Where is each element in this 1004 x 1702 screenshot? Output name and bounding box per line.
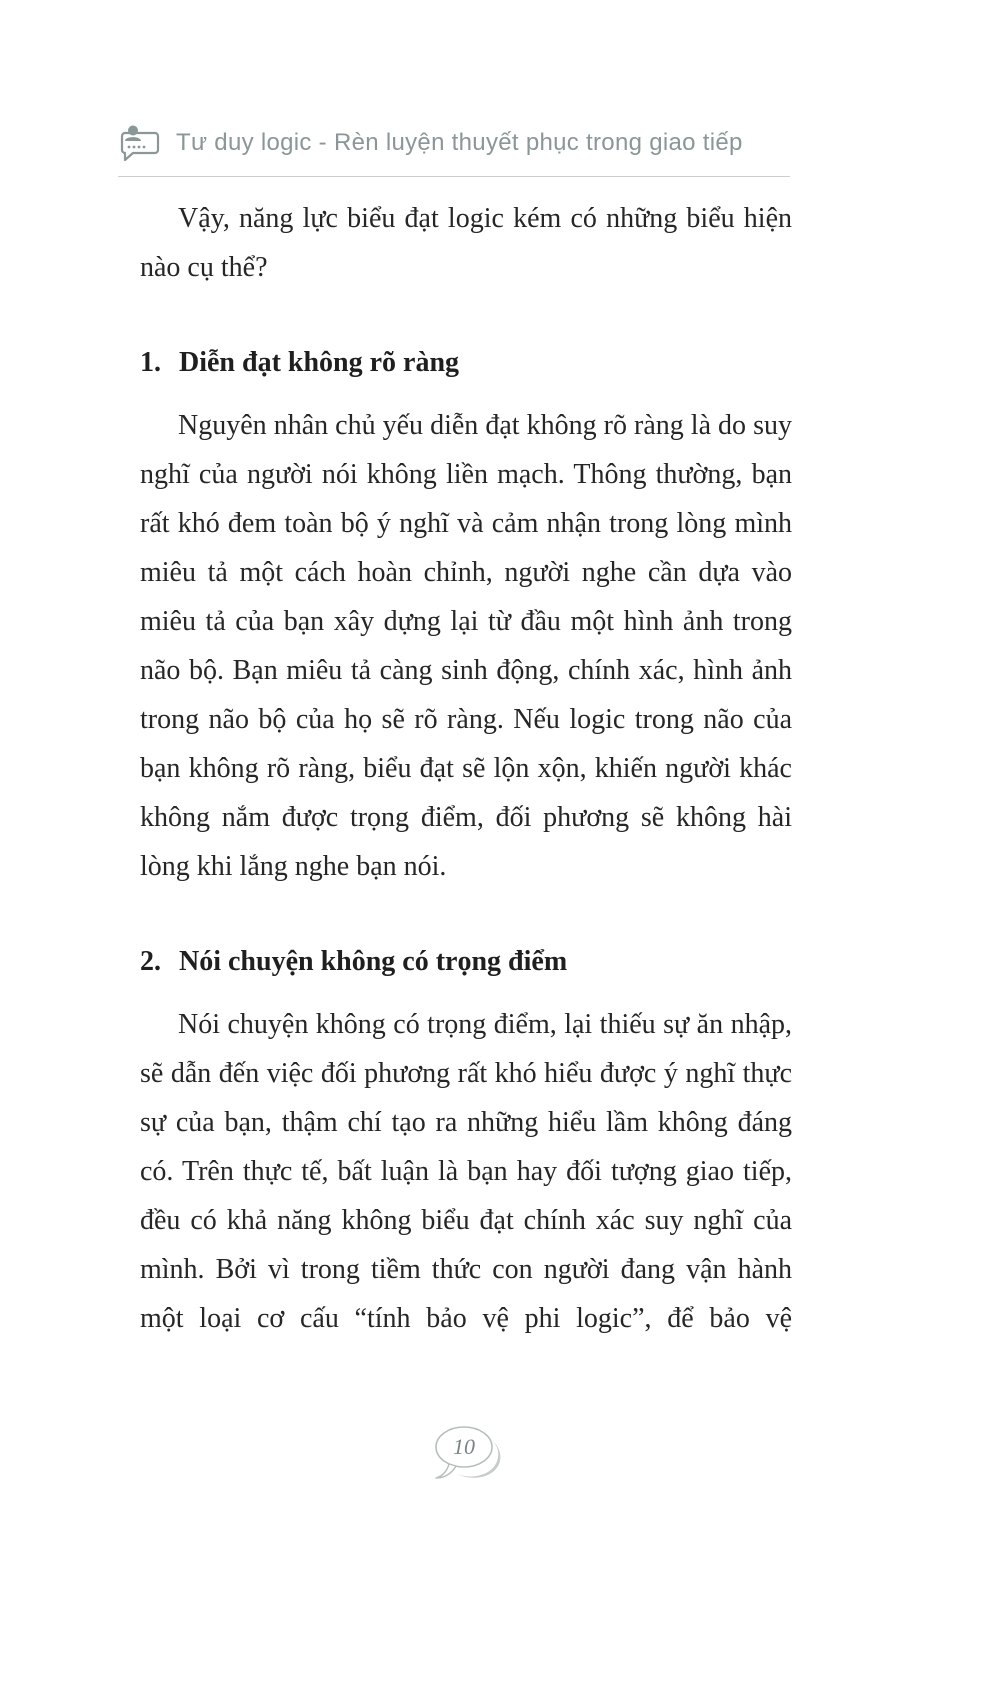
page-number: 10 — [453, 1434, 475, 1459]
running-header — [118, 122, 790, 177]
section-title: Nói chuyện không có trọng điểm — [179, 946, 568, 977]
section-heading-2 — [140, 937, 792, 986]
section-number: 1. — [140, 347, 161, 378]
section-title: Diễn đạt không rõ ràng — [179, 347, 460, 378]
page-footer — [428, 1422, 512, 1484]
section-paragraph-2: Nói chuyện không có trọng điểm, lại thiếu sự ăn nhập, sẽ dẫn đến việc đối phương rất khó hiểu được ý nghĩ thực sự của bạn, thậm chí tạo ra những hiểu lầm không đáng có. Trên thực tế, bất luận là bạn hay đối tượng giao tiếp, đều có khả năng không biểu đạt chính xác suy nghĩ của mình. Bởi vì trong tiềm thức con người đang vận hành một loại cơ cấu “tính bảo vệ phi logic”, để bảo vệ — [140, 1009, 792, 1334]
intro-paragraph: Vậy, năng lực biểu đạt logic kém có những biểu hiện nào cụ thể? — [140, 203, 792, 283]
section-paragraph-1: Nguyên nhân chủ yếu diễn đạt không rõ ràng là do suy nghĩ của người nói không liền mạch. Thông thường, bạn rất khó đem toàn bộ ý nghĩ và cảm nhận trong lòng mình miêu tả một cách hoàn chỉnh, người nghe cần dựa vào miêu tả của bạn xây dựng lại từ đầu một hình ảnh trong não bộ. Bạn miêu tả càng sinh động, chính xác, hình ảnh trong não bộ của họ sẽ rõ ràng. Nếu logic trong não của bạn không rõ ràng, biểu đạt sẽ lộn xộn, khiến người khác không nắm được trọng điểm, đối phương sẽ không hài lòng khi lắng nghe bạn nói. — [140, 410, 792, 882]
page-body — [140, 194, 792, 1343]
section-number: 2. — [140, 946, 161, 977]
person-chat-icon — [118, 122, 162, 164]
running-head-title: Tư duy logic - Rèn luyện thuyết phục trong giao tiếp — [176, 129, 743, 156]
section-heading-1 — [140, 338, 792, 387]
